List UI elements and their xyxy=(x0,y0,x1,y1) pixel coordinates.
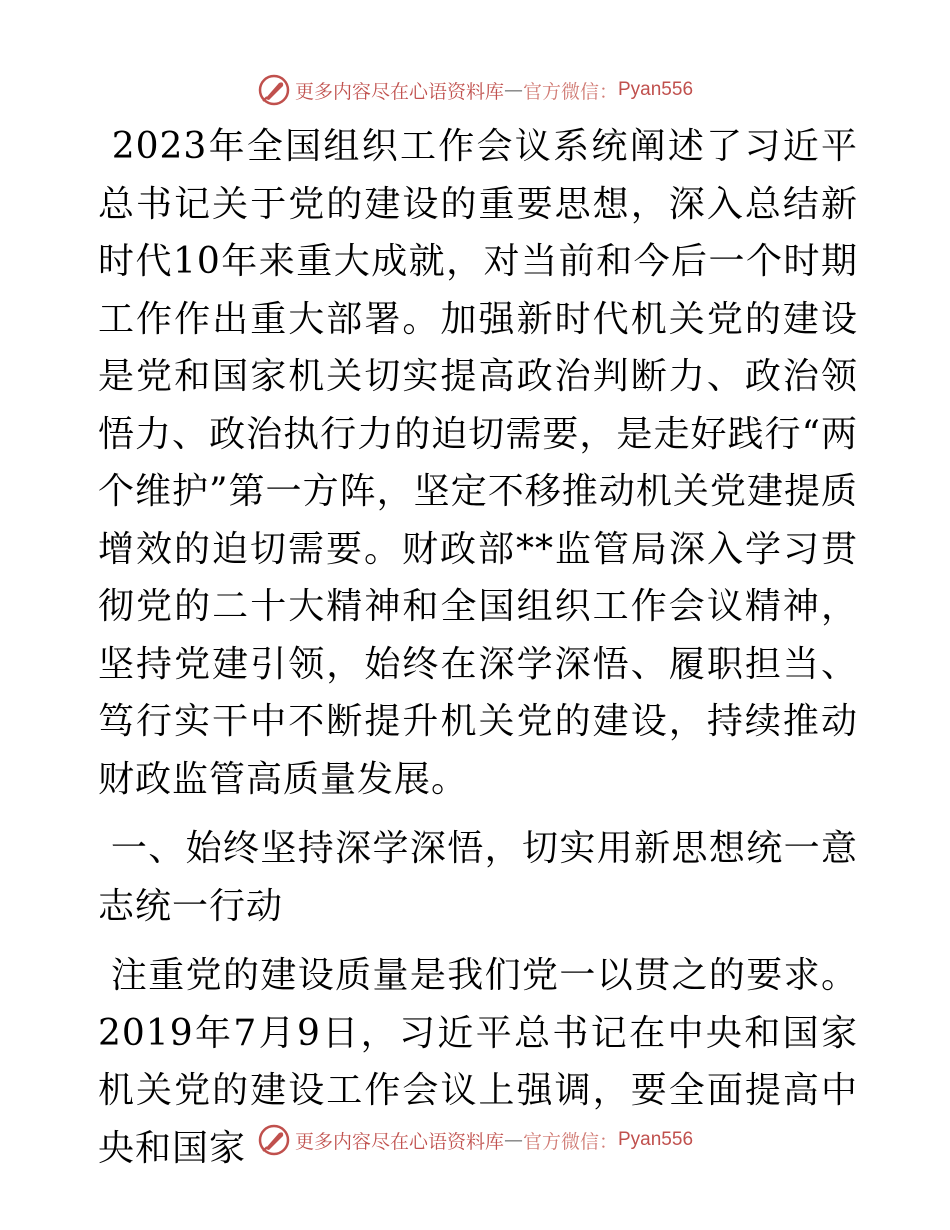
header-watermark-banner xyxy=(0,70,950,110)
quill-pen-logo-icon xyxy=(257,1123,291,1157)
footer-watermark-banner xyxy=(0,1120,950,1160)
banner-wechat-label: 官方微信： xyxy=(522,1130,618,1153)
section-heading-1: 一、始终坚持深学深悟，切实用新思想统一意志统一行动 xyxy=(98,828,858,927)
banner-separator: — xyxy=(503,79,523,101)
quill-pen-logo-icon xyxy=(257,73,291,107)
intro-paragraph: 2023年全国组织工作会议系统阐述了习近平总书记关于党的建设的重要思想，深入总结新时代10年来重大成就，对当前和今后一个时期工作作出重大部署。加强新时代机关党的建设是党和国家机关切实提高政治判断力、政治领悟力、政治执行力的迫切需要，是走好践行“两个维护”第一方阵，坚定不移推动机关党建提质增效的迫切需要。财政部**监管局深入学习贯彻党的二十大精神和全国组织工作会议精神，坚持党建引领，始终在深学深悟、履职担当、笃行实干中不断提升机关党的建设，持续推动财政监管高质量发展。 xyxy=(98,126,858,800)
banner-site-text: 更多内容尽在心语资料库 xyxy=(294,80,504,103)
banner-wechat-id: Pyan556 xyxy=(618,1129,694,1150)
section-1-paragraph: 注重党的建设质量是我们党一以贯之的要求。2019年7月9日，习近平总书记在中央和国家机关党的建设工作会议上强调，要全面提高中央和国家 xyxy=(98,955,858,1169)
banner-wechat-label: 官方微信： xyxy=(522,80,618,103)
banner-separator: — xyxy=(503,1129,523,1151)
banner-site-text: 更多内容尽在心语资料库 xyxy=(294,1130,504,1153)
banner-wechat-id: Pyan556 xyxy=(618,79,694,100)
document-body xyxy=(98,118,858,1177)
